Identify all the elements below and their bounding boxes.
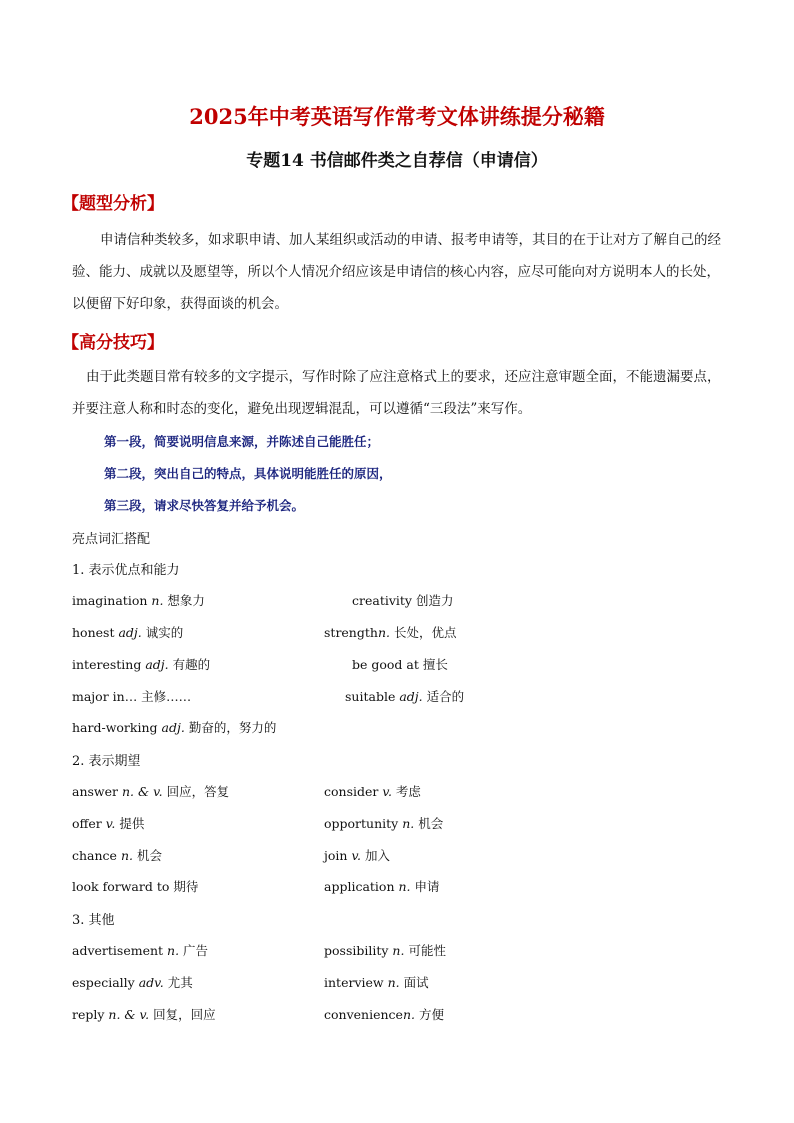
- vocab-entry: strengthn. 长处，优点: [324, 625, 457, 640]
- step-3: 第三段，请求尽快答复并给予机会。: [104, 498, 305, 513]
- vocab-entry: join v. 加入: [324, 848, 390, 863]
- analysis-paragraph: 申请信种类较多，如求职申请、加人某组织或活动的申请、报考申请等，其目的在于让对方了解自己的经验、能力、成就以及愿望等，所以个人情况介绍应该是申请信的核心内容，应尽可能向对方说明本人的长处，以便留下好印象，获得面谈的机会。: [72, 232, 721, 312]
- vocab-entry: advertisement n. 广告: [72, 943, 209, 958]
- vocab-entry: suitable adj. 适合的: [345, 689, 465, 704]
- vocab-entry: interesting adj. 有趣的: [72, 657, 211, 672]
- vocab-group-title: 2. 表示期望: [72, 754, 141, 769]
- section-heading-tips: 【高分技巧】: [62, 333, 164, 353]
- vocab-entry: hard-working adj. 勤奋的，努力的: [72, 720, 277, 735]
- vocab-entry: major in… 主修……: [72, 689, 192, 704]
- vocab-entry: interview n. 面试: [324, 975, 429, 990]
- vocab-entry: creativity 创造力: [352, 593, 454, 608]
- section-heading-analysis: 【题型分析】: [62, 194, 164, 214]
- vocab-entry: offer v. 提供: [72, 816, 145, 831]
- vocab-entry: chance n. 机会: [72, 848, 162, 863]
- vocab-entry: imagination n. 想象力: [72, 593, 205, 608]
- vocab-group-title: 3. 其他: [72, 913, 115, 928]
- vocab-entry: look forward to 期待: [72, 879, 199, 894]
- document-title: 2025年中考英语写作常考文体讲练提分秘籍: [189, 104, 605, 129]
- document-subtitle: 专题14 书信邮件类之自荐信（申请信）: [246, 151, 548, 171]
- vocab-entry: especially adv. 尤其: [72, 975, 193, 990]
- step-1: 第一段，简要说明信息来源，并陈述自己能胜任；: [104, 434, 380, 449]
- vocab-entry: honest adj. 诚实的: [72, 625, 184, 640]
- vocab-heading: 亮点词汇搭配: [72, 532, 151, 547]
- tips-paragraph: 由于此类题目常有较多的文字提示，写作时除了应注意格式上的要求，还应注意审题全面，不能遗漏要点，并要注意人称和时态的变化，避免出现逻辑混乱，可以遵循“三段法”来写作。: [72, 369, 721, 417]
- vocab-entry: consider v. 考虑: [324, 784, 421, 799]
- vocab-entry: possibility n. 可能性: [324, 943, 446, 958]
- step-2: 第二段，突出自己的特点，具体说明能胜任的原因，: [104, 466, 392, 481]
- vocab-entry: application n. 申请: [324, 879, 440, 894]
- vocab-entry: be good at 擅长: [352, 657, 448, 672]
- vocab-group-title: 1. 表示优点和能力: [72, 563, 180, 578]
- vocab-entry: conveniencen. 方便: [324, 1007, 444, 1022]
- vocab-entry: opportunity n. 机会: [324, 816, 444, 831]
- vocab-entry: answer n. & v. 回应，答复: [72, 784, 230, 799]
- vocab-entry: reply n. & v. 回复，回应: [72, 1007, 216, 1022]
